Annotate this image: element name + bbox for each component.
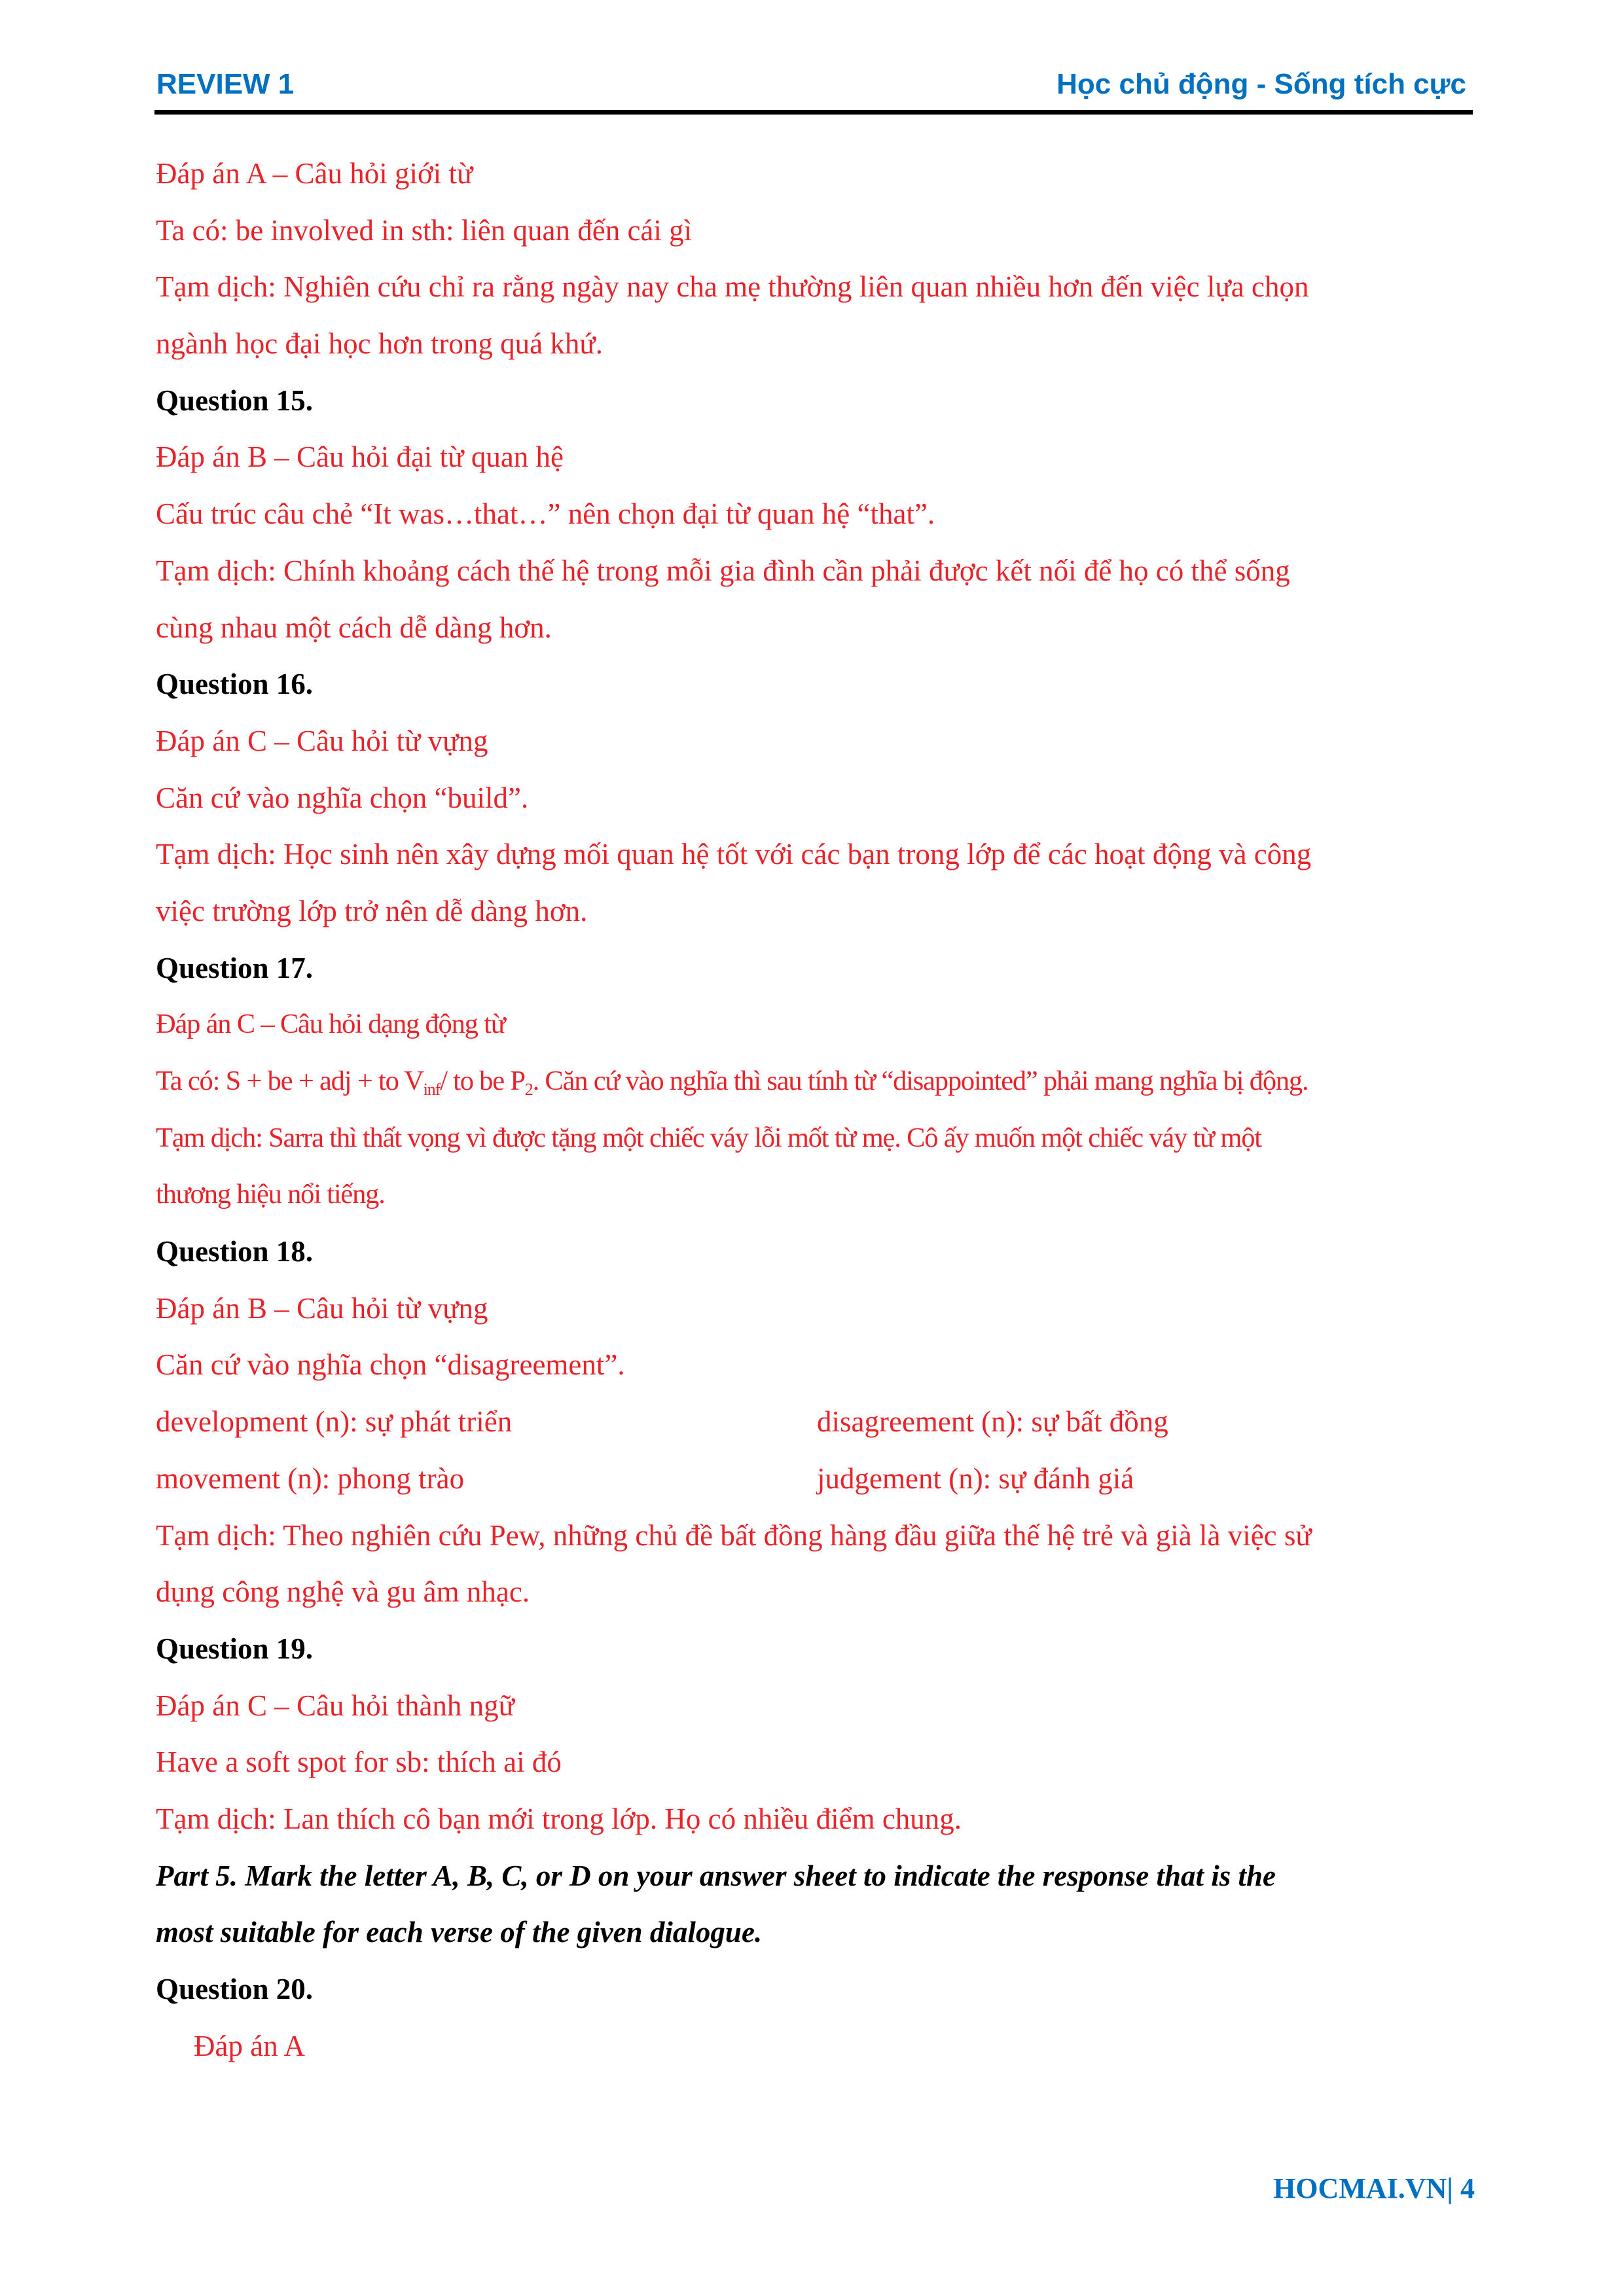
q15-translation-line2: cùng nhau một cách dễ dàng hơn. xyxy=(156,611,552,644)
q16-answer: Đáp án C – Câu hỏi từ vựng xyxy=(156,724,488,757)
q15-title: Question 15. xyxy=(156,384,314,417)
q18-option-judgement: judgement (n): sự đánh giá xyxy=(817,1462,1134,1495)
header-title: REVIEW 1 xyxy=(156,68,295,100)
q20-answer: Đáp án A xyxy=(194,2029,305,2062)
q16-title: Question 16. xyxy=(156,668,314,701)
page-footer: HOCMAI.VN| 4 xyxy=(1273,2172,1475,2204)
q19-answer: Đáp án C – Câu hỏi thành ngữ xyxy=(156,1689,515,1722)
part5-instruction-line1: Part 5. Mark the letter A, B, C, or D on your answer sheet to indicate the response that is the xyxy=(156,1859,1276,1892)
q20-title: Question 20. xyxy=(156,1973,314,2005)
q15-rule: Cấu trúc câu chẻ “It was…that…” nên chọn đại từ quan hệ “that”. xyxy=(156,497,935,531)
q18-translation-line2: dụng công nghệ và gu âm nhạc. xyxy=(156,1575,530,1609)
q14-translation-line1: Tạm dịch: Nghiên cứu chỉ ra rằng ngày nay cha mẹ thường liên quan nhiều hơn đến việc lựa chọn xyxy=(156,270,1309,304)
q15-translation-line1: Tạm dịch: Chính khoảng cách thế hệ trong mỗi gia đình cần phải được kết nối để họ có thể sống xyxy=(156,554,1290,587)
q16-translation-line1: Tạm dịch: Học sinh nên xây dựng mối quan hệ tốt với các bạn trong lớp để các hoạt động và công xyxy=(156,838,1312,871)
q16-rule: Căn cứ vào nghĩa chọn “build”. xyxy=(156,781,529,814)
q18-option-disagreement: disagreement (n): sự bất đồng xyxy=(817,1405,1168,1439)
q14-answer: Đáp án A – Câu hỏi giới từ xyxy=(156,157,473,190)
q18-rule: Căn cứ vào nghĩa chọn “disagreement”. xyxy=(156,1348,625,1382)
q14-translation-line2: ngành học đại học hơn trong quá khứ. xyxy=(156,327,604,361)
q18-title: Question 18. xyxy=(156,1235,314,1268)
part5-instruction-line2: most suitable for each verse of the given dialogue. xyxy=(156,1916,763,1949)
q17-rule-part-a: Ta có: S + be + adj + to V xyxy=(156,1066,424,1096)
q18-options-row2 xyxy=(156,1450,1485,1507)
q18-option-movement: movement (n): phong trào xyxy=(156,1462,465,1495)
q19-rule: Have a soft spot for sb: thích ai đó xyxy=(156,1746,562,1779)
q15-answer: Đáp án B – Câu hỏi đại từ quan hệ xyxy=(156,440,564,474)
q16-translation-line2: việc trường lớp trở nên dễ dàng hơn. xyxy=(156,894,588,927)
header-slogan: Học chủ động - Sống tích cực xyxy=(1056,68,1466,100)
q17-rule-part-c: . Căn cứ vào nghĩa thì sau tính từ “disappointed” phải mang nghĩa bị động. xyxy=(532,1066,1308,1096)
q17-title: Question 17. xyxy=(156,951,314,984)
q17-translation-line1: Tạm dịch: Sarra thì thất vọng vì được tặng một chiếc váy lỗi mốt từ mẹ. Cô ấy muốn một chiếc váy từ một xyxy=(156,1122,1261,1153)
q18-answer: Đáp án B – Câu hỏi từ vựng xyxy=(156,1291,488,1325)
q19-translation: Tạm dịch: Lan thích cô bạn mới trong lớp. Họ có nhiều điểm chung. xyxy=(156,1802,962,1835)
page-header xyxy=(154,63,1473,115)
q19-title: Question 19. xyxy=(156,1632,314,1665)
q17-translation-line2: thương hiệu nổi tiếng. xyxy=(156,1179,385,1210)
q17-rule-part-b: / to be P xyxy=(440,1066,525,1096)
q17-rule-subscript-inf: inf xyxy=(423,1080,441,1099)
q18-option-development: development (n): sự phát triển xyxy=(156,1405,513,1439)
q18-options-row1 xyxy=(156,1393,1485,1450)
q17-answer: Đáp án C – Câu hỏi dạng động từ xyxy=(156,1009,505,1040)
q17-rule xyxy=(156,1053,1485,1110)
q18-translation-line1: Tạm dịch: Theo nghiên cứu Pew, những chủ đề bất đồng hàng đầu giữa thế hệ trẻ và già là việc sử xyxy=(156,1518,1312,1552)
q17-rule-subscript-2: 2 xyxy=(524,1080,533,1099)
document-body xyxy=(156,145,1485,2074)
q14-rule: Ta có: be involved in sth: liên quan đến cái gì xyxy=(156,213,693,247)
